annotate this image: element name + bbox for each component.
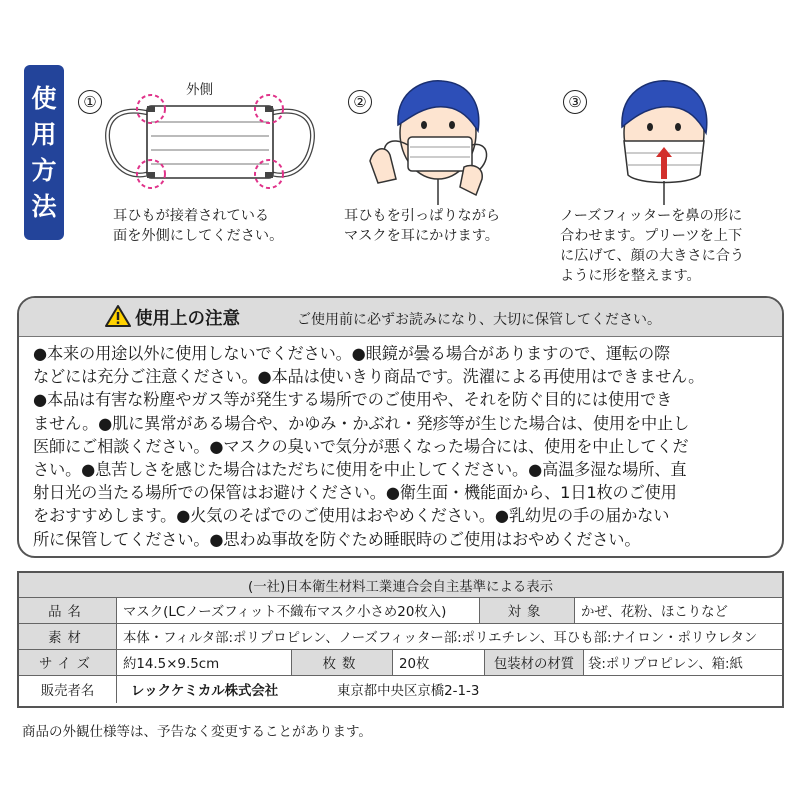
step-1-instruction: 耳ひもが接着されている 面を外側にしてください。 (113, 208, 284, 244)
usage-tab-char: 使 (31, 83, 57, 113)
step-3-number: ③ (563, 90, 587, 114)
usage-tab (24, 65, 64, 240)
seller-label: 販売者名 (19, 676, 117, 703)
caution-text (33, 342, 778, 551)
material-value: 本体・フィルタ部:ポリプロピレン、ノーズフィッター部:ポリエチレン、耳ひも部:ナイロン・ポリウレタン (123, 631, 758, 646)
product-value: マスク(LCノーズフィット不織布マスク小さめ20枚入) (123, 605, 447, 620)
usage-tab-char: 法 (31, 191, 57, 221)
spec-header: (一社)日本衛生材料工業連合会自主基準による表示 (19, 573, 782, 597)
packaging-label: 包装材の材質 (484, 650, 584, 675)
seller-name: レックケミカル株式会社 (131, 684, 279, 699)
usage-tab-char: 用 (31, 119, 57, 149)
step-2-number: ② (348, 90, 372, 114)
usage-tab-char: 方 (31, 155, 57, 185)
caution-line: 所に保管してください。●思わぬ事故を防ぐため睡眠時のご使用はおやめください。 (33, 529, 641, 549)
seller-address: 東京都中央区京橋2-1-3 (337, 684, 480, 699)
target-label: 対象 (479, 598, 575, 623)
step-1-number: ① (78, 90, 102, 114)
mask-outer-side-illustration (95, 92, 325, 202)
spec-row-size (19, 650, 782, 676)
caution-line: などには充分ご注意ください。●本品は使いきり商品です。洗濯による再使用はできません。 (33, 367, 705, 387)
spec-table (17, 571, 784, 708)
spec-header-row (19, 573, 782, 598)
caution-subtitle: ご使用前に必ずお読みになり、大切に保管してください。 (297, 312, 661, 328)
outer-side-label: 外側 (186, 82, 213, 98)
step-2-instruction: 耳ひもを引っぱりながら マスクを耳にかけます。 (344, 208, 501, 244)
step-3-instruction: ノーズフィッターを鼻の形に 合わせます。プリーツを上下 に広げて、顔の大きさに合う ように形を整えます。 (560, 208, 745, 284)
caution-line: さい。●息苦しさを感じた場合はただちに使用を中止してください。●高温多湿な場所、直 (33, 460, 687, 480)
warning-icon (105, 304, 131, 328)
caution-title: 使用上の注意 (135, 309, 240, 329)
caution-box (17, 296, 784, 558)
caution-line: 射日光の当たる場所での保管はお避けください。●衛生面・機能面から、1日1枚のご使用 (33, 483, 677, 503)
caution-line: ●本品は有害な粉塵やガス等が発生する場所でのご使用や、それを防ぐ目的には使用でき (33, 390, 673, 410)
count-value: 20枚 (399, 657, 430, 672)
size-label: サイズ (19, 650, 117, 675)
person-putting-on-mask-illustration (360, 75, 510, 205)
caution-line: ●本来の用途以外に使用しないでください。●眼鏡が曇る場合がありますので、運転の際 (33, 344, 671, 363)
caution-line: ません。●肌に異常がある場合や、かゆみ・かぶれ・発疹等が生じた場合は、使用を中止し (33, 413, 690, 433)
spec-row-product (19, 598, 782, 624)
person-adjusting-mask-illustration (600, 75, 730, 205)
product-label: 品名 (19, 598, 117, 623)
caution-line: をおすすめします。●火気のそばでのご使用はおやめください。●乳幼児の手の届かない (33, 506, 670, 526)
count-label: 枚数 (291, 650, 393, 675)
footnote: 商品の外観仕様等は、予告なく変更することがあります。 (22, 724, 372, 740)
packaging-value: 袋:ポリプロピレン、箱:紙 (588, 657, 743, 672)
size-value: 約14.5×9.5cm (123, 657, 220, 672)
spec-row-seller (19, 676, 782, 703)
target-value: かぜ、花粉、ほこりなど (581, 605, 728, 620)
caution-header (19, 298, 782, 337)
caution-line: 医師にご相談ください。●マスクの臭いで気分が悪くなった場合には、使用を中止してくだ (33, 436, 689, 456)
spec-row-material (19, 624, 782, 650)
material-label: 素材 (19, 624, 117, 649)
